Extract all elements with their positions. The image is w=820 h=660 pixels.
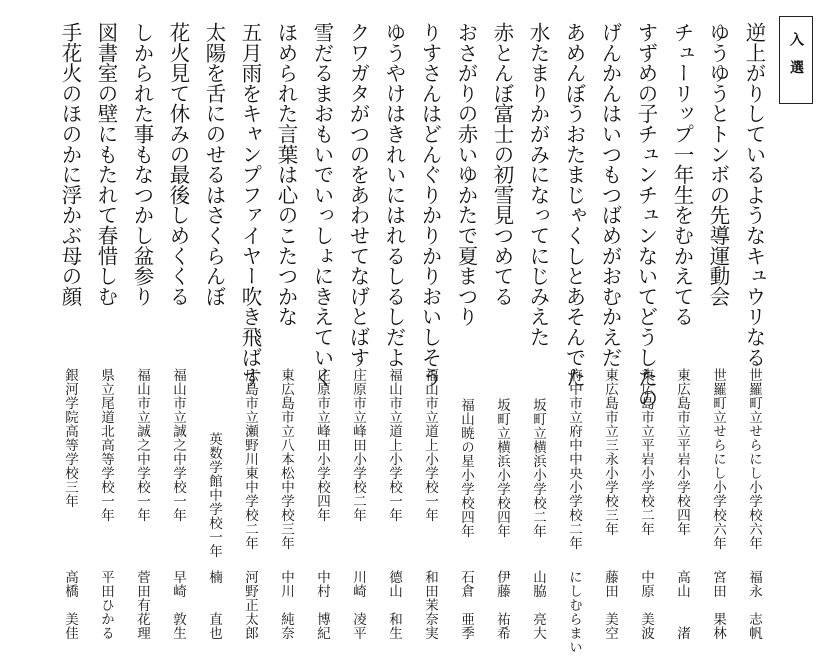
author-name: 川崎 凌平 <box>350 570 366 640</box>
school-name: 福山市立道上小学校一年 <box>422 368 438 522</box>
author-name: 高橋 美佳 <box>62 570 78 640</box>
poem-text: あめんぼうおたまじゃくしとあそんでた <box>562 22 586 388</box>
entry <box>482 0 522 660</box>
entry <box>698 0 738 660</box>
author-name: 楠 直也 <box>206 570 222 640</box>
school-name: 坂町立横浜小学校四年 <box>494 398 510 538</box>
entry <box>662 0 702 660</box>
poem-text: チューリップ一年生をむかえてる <box>670 22 694 327</box>
author-name: 平田ひかる <box>98 570 114 640</box>
school-name: 県立尾道北高等学校一年 <box>98 368 114 522</box>
author-name: 中川 純奈 <box>278 570 294 640</box>
author-name: にしむらまい <box>566 570 582 654</box>
author-name: 藤田 美空 <box>602 570 618 640</box>
entry <box>194 0 234 660</box>
school-name: 広島市立瀬野川東中学校二年 <box>242 368 258 550</box>
poem-text: ほめられた言葉は心のこたつかな <box>274 22 298 327</box>
poem-text: げんかんはいつもつばめがおむかえだ <box>598 22 622 368</box>
school-name: 坂町立横浜小学校二年 <box>530 398 546 538</box>
entry <box>374 0 414 660</box>
poem-text: 手花火のほのかに浮かぶ母の顔 <box>58 22 82 307</box>
poem-text: クワガタがつのをあわせてなげとばす <box>346 22 370 368</box>
school-name: 東広島市立八本松中学校三年 <box>278 368 294 550</box>
author-name: 德山 和生 <box>386 570 402 640</box>
school-name: 福山市立誠之中学校一年 <box>170 368 186 522</box>
school-name: 東広島市立平岩小学校四年 <box>674 368 690 536</box>
poem-text: ゆうやけはきれいにはれるしるしだよ <box>382 22 406 368</box>
entry <box>554 0 594 660</box>
entry <box>266 0 306 660</box>
author-name: 山脇 亮大 <box>530 570 546 640</box>
poem-text: おさがりの赤いゆかたで夏まつり <box>454 22 478 327</box>
poem-text: りすさんはどんぐりかりかりおいしそう <box>418 22 442 388</box>
author-name: 石倉 亜季 <box>458 570 474 640</box>
author-name: 中村 博紀 <box>314 570 330 640</box>
school-name: 英数学館中学校一年 <box>206 432 222 558</box>
school-name: 銀河学院高等学校三年 <box>62 368 78 508</box>
poem-text: ゆうゆうとトンボの先導運動会 <box>706 22 730 307</box>
poem-text: すずめの子チュンチュンないてどうしたの <box>634 22 658 408</box>
entry <box>302 0 342 660</box>
school-name: 東広島市立三永小学校三年 <box>602 368 618 536</box>
poem-text: 水たまりかがみになってにじみえた <box>526 22 550 347</box>
entry <box>518 0 558 660</box>
author-name: 早崎 敦生 <box>170 570 186 640</box>
school-name: 世羅町立せらにし小学校六年 <box>710 368 726 550</box>
author-name: 高山 渚 <box>674 570 690 640</box>
school-name: 庄原市立峰田小学校四年 <box>314 368 330 522</box>
poem-text: 五月雨をキャンプファイヤー吹き飛ばす <box>238 22 262 388</box>
author-name: 中原 美波 <box>638 570 654 640</box>
entry <box>230 0 270 660</box>
author-name: 菅田有花理 <box>134 570 150 640</box>
entry <box>338 0 378 660</box>
poem-text: 図書室の壁にもたれて春惜しむ <box>94 22 118 307</box>
author-name: 伊藤 祐希 <box>494 570 510 640</box>
entry <box>626 0 666 660</box>
poem-text: しかられた事もなつかし盆参り <box>130 22 154 307</box>
entry <box>446 0 486 660</box>
entry <box>734 0 774 660</box>
entry <box>590 0 630 660</box>
author-name: 和田茉奈実 <box>422 570 438 640</box>
author-name: 福永 志帆 <box>746 570 762 640</box>
entry <box>86 0 126 660</box>
school-name: 庄原市立峰田小学校二年 <box>350 368 366 522</box>
school-name: 福山市立道上小学校一年 <box>386 368 402 522</box>
entry <box>410 0 450 660</box>
school-name: 世羅町立せらにし小学校六年 <box>746 368 762 550</box>
poem-text: 逆上がりしているようなキュウリなる <box>742 22 766 368</box>
section-label: 入選 <box>788 32 804 88</box>
entry <box>158 0 198 660</box>
poem-text: 花火見て休みの最後しめくくる <box>166 22 190 307</box>
school-name: 福山市立誠之中学校一年 <box>134 368 150 522</box>
author-name: 河野正太郎 <box>242 570 258 640</box>
poem-text: 太陽を舌にのせるはさくらんぼ <box>202 22 226 307</box>
school-name: 府中市立府中中央小学校二年 <box>566 368 582 550</box>
entry <box>122 0 162 660</box>
poem-text: 赤とんぼ富士の初雪見つめてる <box>490 22 514 307</box>
school-name: 東広島市立平岩小学校二年 <box>638 368 654 536</box>
poem-text: 雪だるまおもいでいっしょにきえていく <box>310 22 334 388</box>
entry <box>50 0 90 660</box>
author-name: 宮田 果林 <box>710 570 726 640</box>
school-name: 福山暁の星小学校四年 <box>458 398 474 538</box>
